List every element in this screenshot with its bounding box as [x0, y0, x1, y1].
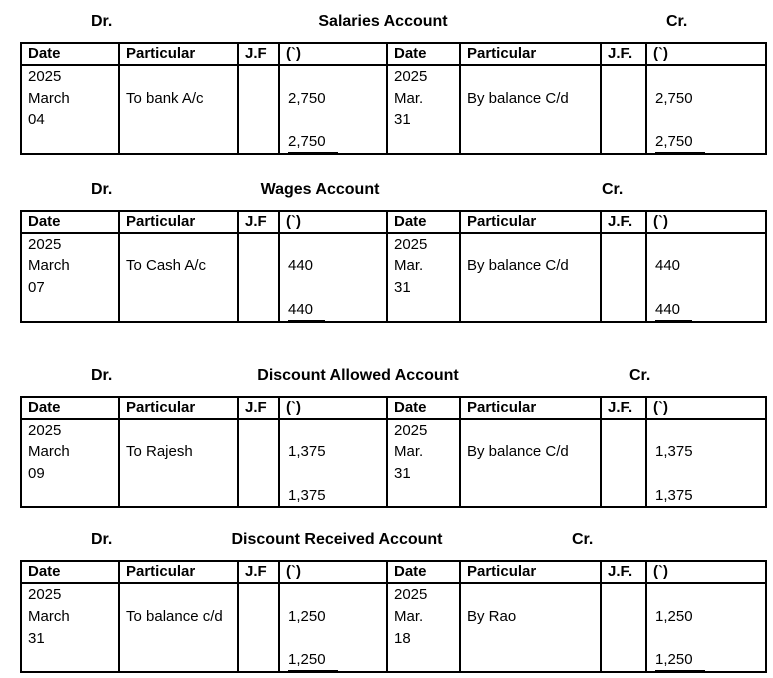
table-row: [21, 233, 766, 322]
amount-total-line: [280, 299, 386, 321]
amount-total: 1,250: [288, 650, 338, 672]
col-header-amount-credit: (`): [646, 211, 766, 233]
col-header-amount-debit: (`): [279, 211, 387, 233]
col-header-date-credit: Date: [387, 561, 460, 583]
amount-total: 440: [655, 300, 692, 322]
ledger-table: [20, 210, 767, 323]
amount-value: 1,375: [655, 443, 693, 461]
particular-text: By balance C/d: [467, 443, 569, 461]
amount-value: 440: [655, 257, 681, 275]
col-header-jf-credit: J.F.: [601, 561, 646, 583]
table-row: [21, 419, 766, 508]
amount-cell-debit: [279, 419, 387, 508]
date-day: 07: [28, 279, 45, 297]
col-header-jf-debit: J.F: [238, 43, 279, 65]
amount-cell-credit: [646, 233, 766, 322]
amount-cell-credit: [646, 65, 766, 154]
particular-cell-credit: [460, 419, 601, 508]
amount-value: 2,750: [655, 89, 693, 107]
date-month: Mar.: [394, 607, 424, 625]
date-month: March: [28, 443, 70, 461]
jf-cell-credit: [601, 419, 646, 508]
date-cell-credit: [387, 419, 460, 508]
date-day: 31: [394, 464, 411, 482]
table-row: [21, 65, 766, 154]
jf-cell-debit: [238, 233, 279, 322]
col-header-jf-debit: J.F: [238, 561, 279, 583]
amount-total-line: [647, 485, 765, 507]
date-month: Mar.: [394, 257, 424, 275]
amount-total: 2,750: [655, 132, 705, 154]
account-name: Discount Allowed Account: [257, 366, 459, 384]
date-month: March: [28, 89, 70, 107]
col-header-particular-credit: Particular: [460, 397, 601, 419]
ledger-table: [20, 42, 767, 155]
col-header-amount-credit: (`): [646, 561, 766, 583]
jf-cell-credit: [601, 233, 646, 322]
amount-value: 2,750: [288, 89, 326, 107]
dr-label: Dr.: [91, 531, 113, 549]
col-header-date-debit: Date: [21, 561, 119, 583]
date-year: 2025: [394, 68, 428, 85]
amount-total: 1,250: [655, 650, 705, 672]
particular-cell-debit: [119, 583, 238, 672]
date-day: 31: [394, 279, 411, 297]
particular-text: To bank A/c: [126, 89, 204, 107]
col-header-particular-credit: Particular: [460, 211, 601, 233]
col-header-amount-credit: (`): [646, 43, 766, 65]
amount-value: 1,250: [655, 607, 693, 625]
amount-total-line: [647, 131, 765, 153]
jf-cell-debit: [238, 65, 279, 154]
account-section-discount-received: [20, 531, 765, 673]
col-header-particular-credit: Particular: [460, 43, 601, 65]
account-section-discount-allowed: [20, 367, 765, 509]
date-cell-debit: [21, 233, 119, 322]
amount-total: 2,750: [288, 132, 338, 154]
amount-total-line: [280, 485, 386, 507]
col-header-jf-credit: J.F.: [601, 397, 646, 419]
col-header-particular-debit: Particular: [119, 397, 238, 419]
cr-label: Cr.: [572, 531, 594, 549]
amount-cell-credit: [646, 583, 766, 672]
date-month: March: [28, 257, 70, 275]
col-header-jf-debit: J.F: [238, 211, 279, 233]
particular-cell-credit: [460, 583, 601, 672]
particular-cell-debit: [119, 233, 238, 322]
amount-total: 1,375: [655, 486, 705, 508]
amount-total: 440: [288, 300, 325, 322]
date-day: 18: [394, 629, 411, 647]
date-cell-credit: [387, 65, 460, 154]
cr-label: Cr.: [666, 13, 688, 30]
jf-cell-credit: [601, 583, 646, 672]
date-year: 2025: [28, 68, 62, 85]
dr-label: Dr.: [91, 13, 113, 30]
particular-text: To balance c/d: [126, 607, 223, 625]
particular-text: By balance C/d: [467, 257, 569, 275]
particular-cell-credit: [460, 233, 601, 322]
particular-cell-debit: [119, 419, 238, 508]
jf-cell-credit: [601, 65, 646, 154]
date-day: 04: [28, 111, 45, 129]
date-year: 2025: [28, 235, 62, 253]
date-month: March: [28, 607, 70, 625]
particular-text: By Rao: [467, 607, 517, 625]
account-section-wages: [20, 181, 765, 323]
particular-cell-debit: [119, 65, 238, 154]
account-title-row: [20, 531, 765, 553]
particular-text: By balance C/d: [467, 89, 569, 107]
dr-label: Dr.: [91, 180, 113, 198]
col-header-jf-debit: J.F: [238, 397, 279, 419]
account-name: Salaries Account: [318, 13, 448, 30]
date-day: 09: [28, 464, 45, 482]
account-title-row: [20, 13, 765, 35]
date-cell-debit: [21, 583, 119, 672]
col-header-amount-debit: (`): [279, 43, 387, 65]
table-row: [21, 583, 766, 672]
amount-cell-debit: [279, 583, 387, 672]
account-name: Wages Account: [260, 180, 380, 198]
header-row: [21, 397, 766, 419]
header-row: [21, 561, 766, 583]
header-row: [21, 43, 766, 65]
col-header-particular-credit: Particular: [460, 561, 601, 583]
col-header-amount-debit: (`): [279, 561, 387, 583]
amount-cell-debit: [279, 65, 387, 154]
amount-total-line: [647, 649, 765, 671]
col-header-particular-debit: Particular: [119, 561, 238, 583]
date-cell-debit: [21, 65, 119, 154]
account-title-row: [20, 367, 765, 389]
amount-cell-credit: [646, 419, 766, 508]
account-title-row: [20, 181, 765, 203]
col-header-jf-credit: J.F.: [601, 43, 646, 65]
header-row: [21, 211, 766, 233]
jf-cell-debit: [238, 583, 279, 672]
cr-label: Cr.: [602, 180, 624, 198]
amount-value: 1,250: [288, 607, 326, 625]
col-header-amount-debit: (`): [279, 397, 387, 419]
col-header-date-credit: Date: [387, 211, 460, 233]
particular-cell-credit: [460, 65, 601, 154]
date-year: 2025: [394, 235, 428, 253]
jf-cell-debit: [238, 419, 279, 508]
date-year: 2025: [28, 421, 62, 439]
date-day: 31: [394, 111, 411, 129]
amount-total-line: [280, 131, 386, 153]
date-year: 2025: [28, 586, 62, 604]
account-name: Discount Received Account: [231, 531, 443, 549]
col-header-jf-credit: J.F.: [601, 211, 646, 233]
col-header-particular-debit: Particular: [119, 211, 238, 233]
col-header-amount-credit: (`): [646, 397, 766, 419]
ledger-table: [20, 396, 767, 509]
amount-total-line: [280, 649, 386, 671]
col-header-particular-debit: Particular: [119, 43, 238, 65]
amount-value: 1,375: [288, 443, 326, 461]
col-header-date-credit: Date: [387, 397, 460, 419]
date-year: 2025: [394, 421, 428, 439]
col-header-date-debit: Date: [21, 397, 119, 419]
amount-total: 1,375: [288, 486, 338, 508]
date-month: Mar.: [394, 443, 424, 461]
amount-cell-debit: [279, 233, 387, 322]
date-cell-credit: [387, 233, 460, 322]
amount-total-line: [647, 299, 765, 321]
col-header-date-debit: Date: [21, 43, 119, 65]
dr-label: Dr.: [91, 366, 113, 384]
date-year: 2025: [394, 586, 428, 604]
date-cell-credit: [387, 583, 460, 672]
ledger-table: [20, 560, 767, 673]
cr-label: Cr.: [629, 366, 651, 384]
date-cell-debit: [21, 419, 119, 508]
account-section-salaries: [20, 13, 765, 155]
amount-value: 440: [288, 257, 314, 275]
col-header-date-credit: Date: [387, 43, 460, 65]
particular-text: To Cash A/c: [126, 257, 207, 275]
date-day: 31: [28, 629, 45, 647]
date-month: Mar.: [394, 89, 424, 107]
col-header-date-debit: Date: [21, 211, 119, 233]
particular-text: To Rajesh: [126, 443, 193, 461]
